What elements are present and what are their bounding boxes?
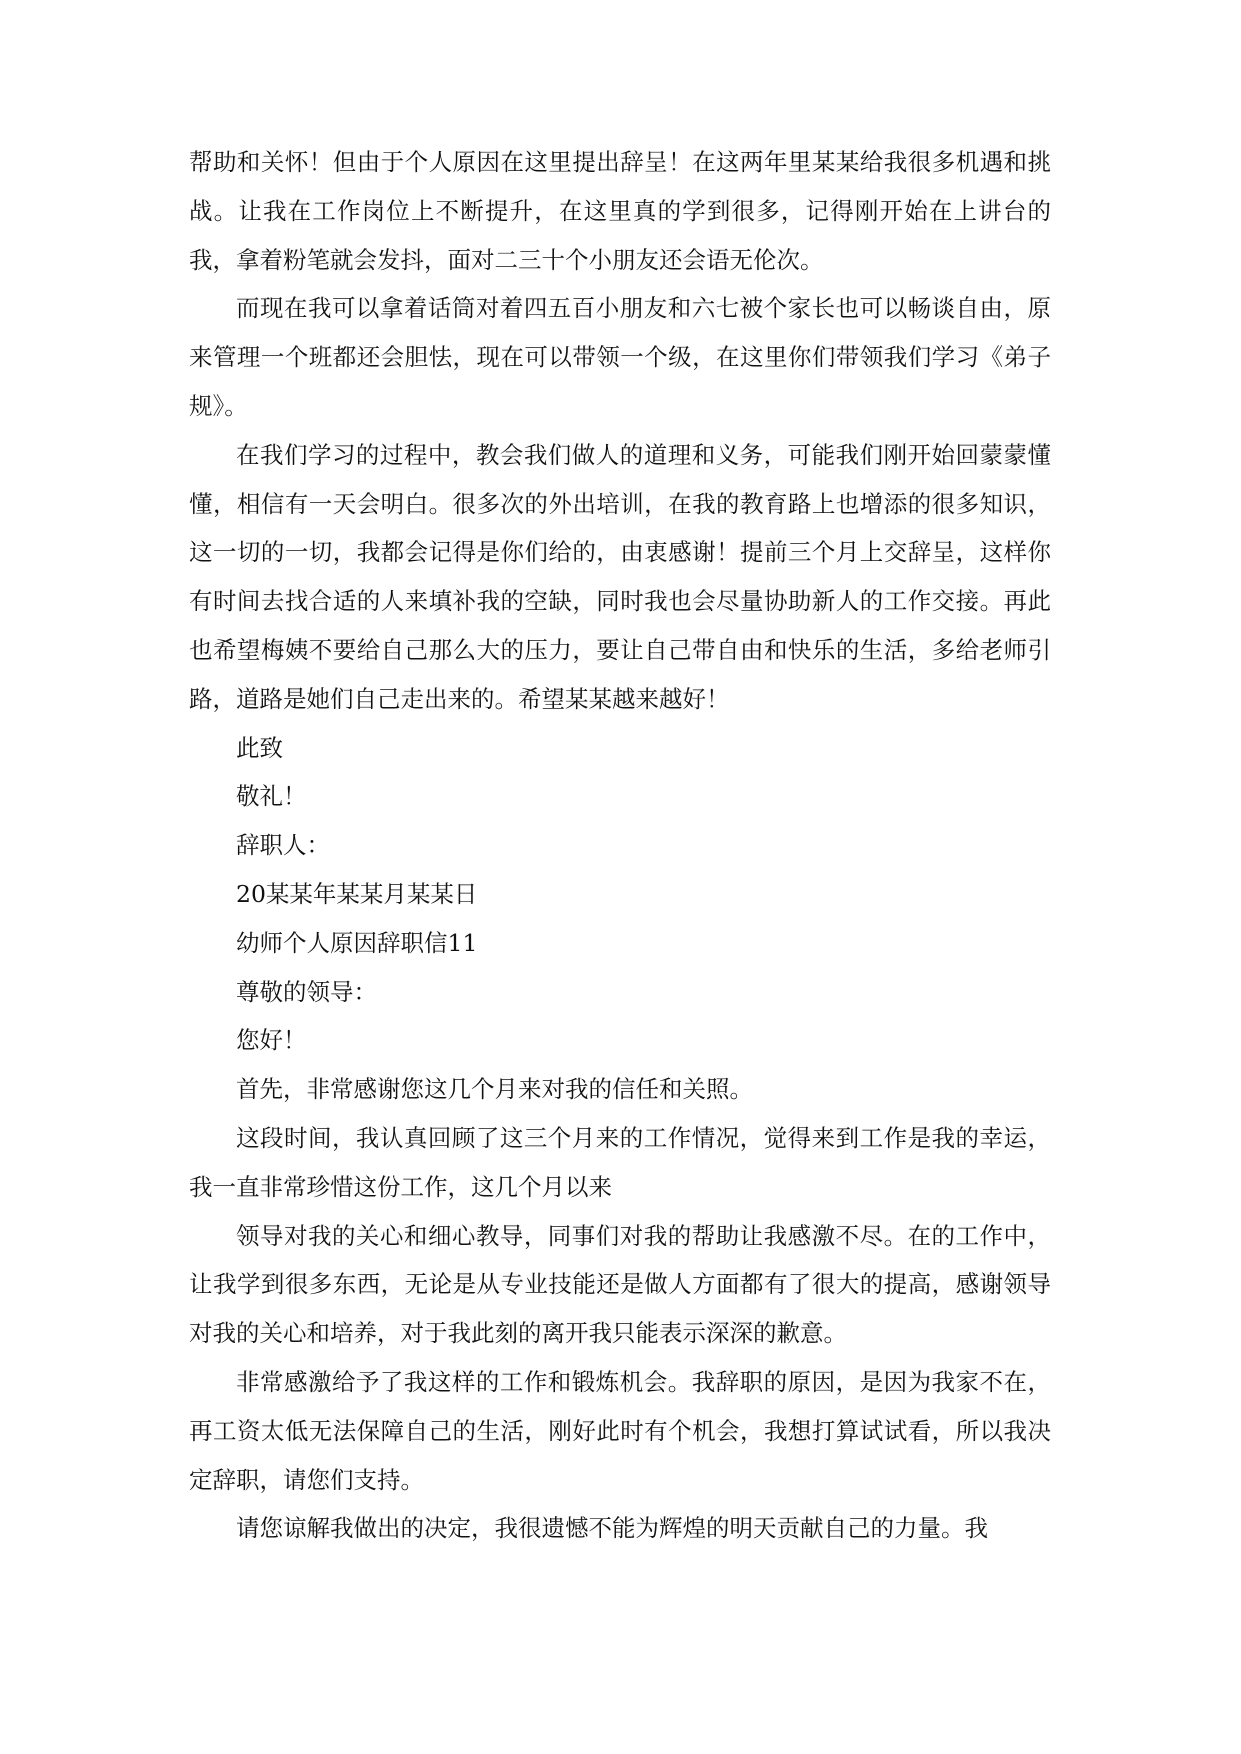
paragraph-3: 在我们学习的过程中，教会我们做人的道理和义务，可能我们刚开始回蒙蒙懂懂，相信有一天会明白。很多次的外出培训，在我的教育路上也增添的很多知识，这一切的一切，我都会记得是你们给的，由衷感谢！提前三个月上交辞呈，这样你有时间去找合适的人来填补我的空缺，同时我也会尽量协助新人的工作交接。再此也希望梅姨不要给自己那么大的压力，要让自己带自由和快乐的生活，多给老师引路，道路是她们自己走出来的。希望某某越来越好！ [189, 440, 1051, 713]
section-heading: 幼师个人原因辞职信11 [236, 928, 478, 957]
paragraph-4: 首先，非常感谢您这几个月来对我的信任和关照。 [236, 1075, 753, 1104]
document-body [189, 138, 1051, 1553]
paragraph-6: 领导对我的关心和细心教导，同事们对我的帮助让我感激不尽。在的工作中，让我学到很多东西，无论是从专业技能还是做人方面都有了很大的提高，感谢领导对我的关心和培养，对于我此刻的离开我只能表示深深的歉意。 [189, 1221, 1051, 1348]
paragraph-8: 请您谅解我做出的决定，我很遗憾不能为辉煌的明天贡献自己的力量。我 [236, 1514, 988, 1543]
closing-regards: 敬礼！ [236, 782, 307, 811]
closing-salutation: 此致 [236, 733, 283, 762]
paragraph-1: 帮助和关怀！但由于个人原因在这里提出辞呈！在这两年里某某给我很多机遇和挑战。让我在工作岗位上不断提升，在这里真的学到很多，记得刚开始在上讲台的我，拿着粉笔就会发抖，面对二三十个小朋友还会语无伦次。 [189, 148, 1051, 274]
letter-date: 20某某年某某月某某日 [236, 879, 478, 908]
paragraph-2: 而现在我可以拿着话筒对着四五百小朋友和六七被个家长也可以畅谈自由，原来管理一个班都还会胆怯，现在可以带领一个级，在这里你们带领我们学习《弟子规》。 [189, 294, 1051, 420]
paragraph-7: 非常感激给予了我这样的工作和锻炼机会。我辞职的原因，是因为我家不在，再工资太低无法保障自己的生活，刚好此时有个机会，我想打算试试看，所以我决定辞职，请您们支持。 [189, 1367, 1051, 1494]
paragraph-5: 这段时间，我认真回顾了这三个月来的工作情况，觉得来到工作是我的幸运，我一直非常珍惜这份工作，这几个月以来 [189, 1123, 1051, 1201]
letter-greeting: 尊敬的领导： [236, 977, 377, 1006]
signature-label: 辞职人： [236, 831, 330, 860]
letter-hello: 您好！ [236, 1026, 307, 1055]
